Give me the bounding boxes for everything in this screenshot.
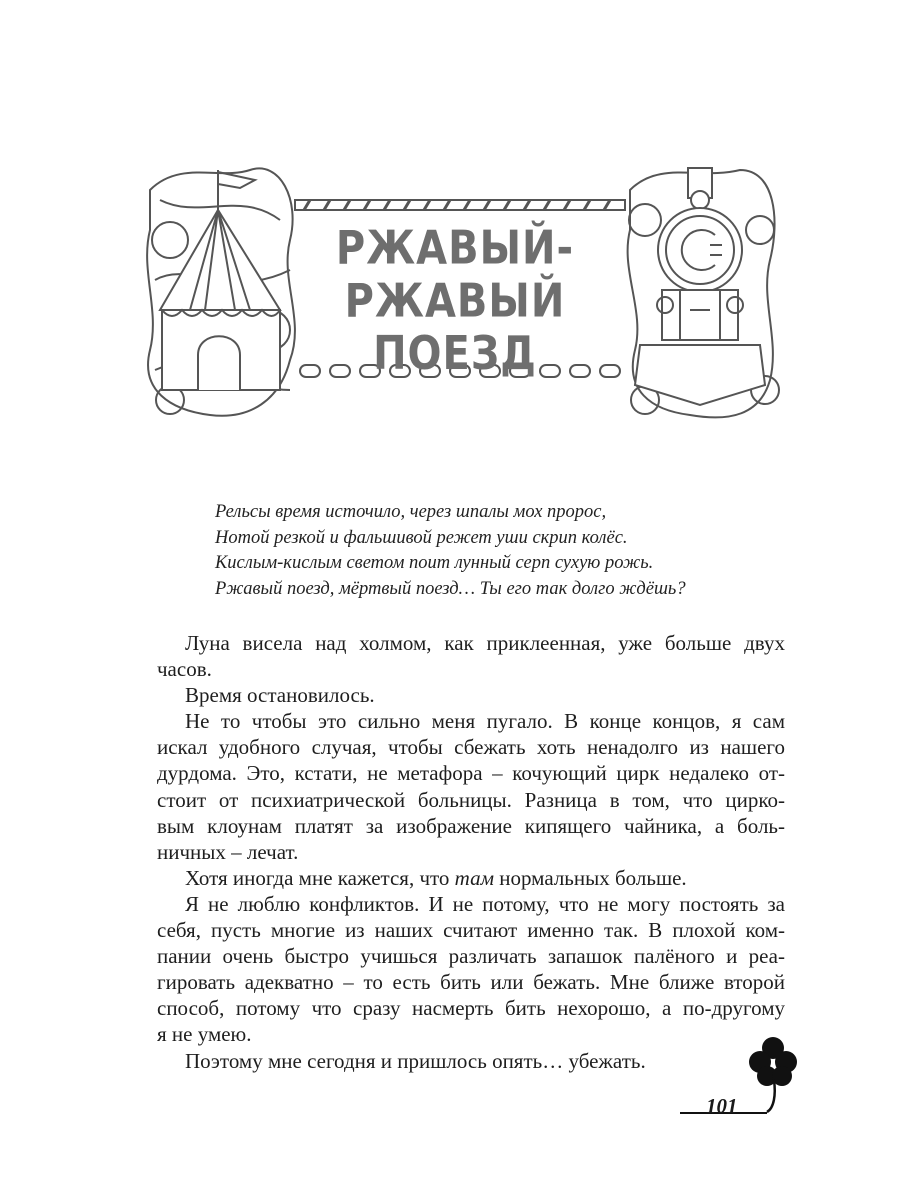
text-line: дурдома. Это, кстати, не метафора – кочующий цирк недалеко от- — [157, 761, 785, 786]
text-line: вым клоунам платят за изображение кипящего чайника, а боль- — [157, 813, 785, 838]
poem-line: Кислым-кислым светом поит лунный серп сухую рожь. — [215, 553, 654, 573]
text-line: способ, потому что сразу насмерть бить нехорошо, а по-другому — [157, 996, 785, 1021]
chapter-title-line: РЖАВЫЙ- — [335, 222, 575, 275]
locomotive-icon — [635, 168, 765, 405]
text-line: Поэтому мне сегодня и пришлось опять… убежать. — [185, 1048, 646, 1073]
text-line: ничных – лечат. — [157, 839, 299, 864]
text-segment: нормальных больше. — [494, 865, 687, 890]
body-text — [157, 630, 785, 1074]
text-line: Я не люблю конфликтов. И не потому, что не могу постоять за — [185, 891, 785, 916]
text-line: искал удобного случая, чтобы сбежать хоть ненадолго из нашего — [157, 735, 785, 760]
text-line: Не то чтобы это сильно меня пугало. В конце концов, я сам — [185, 709, 785, 734]
striped-bar — [295, 200, 625, 210]
text-line: я не умею. — [157, 1022, 252, 1047]
chapter-title-line: ПОЕЗД — [373, 327, 537, 381]
footer-ornament — [670, 1030, 810, 1130]
text-line: гировать адекватно – то есть бить или бежать. Мне ближе второй — [157, 970, 785, 995]
circus-tent-icon — [160, 170, 280, 390]
epigraph-poem — [215, 500, 686, 602]
chapter-title — [330, 222, 580, 381]
poem-line: Ржавый поезд, мёртвый поезд… Ты его так долго ждёшь? — [215, 578, 686, 599]
text-line: пании очень быстро учишься различать запашок палёного и реа- — [157, 944, 785, 969]
poem-line: Нотой резкой и фальшивой режет уши скрип колёс. — [215, 527, 628, 548]
clover-icon — [749, 1037, 797, 1112]
page-number: 101 — [706, 1094, 738, 1118]
text-line: себя, пусть многие из наших считают именно так. В плохой ком- — [157, 918, 785, 943]
text-line: часов. — [157, 657, 212, 682]
text-line: стоит от психиатрической больницы. Разница в том, что цирко- — [157, 787, 785, 812]
text-line: Луна висела над холмом, как приклеенная, уже больше двух — [185, 631, 785, 655]
emphasis-word: там — [454, 865, 494, 890]
text-line: Время остановилось. — [185, 683, 375, 708]
text-line — [157, 865, 785, 891]
text-segment: Хотя иногда мне кажется, что — [185, 865, 455, 890]
poem-line: Рельсы время источило, через шпалы мох пророс, — [215, 502, 607, 522]
chapter-title-line: РЖАВЫЙ — [344, 274, 566, 328]
